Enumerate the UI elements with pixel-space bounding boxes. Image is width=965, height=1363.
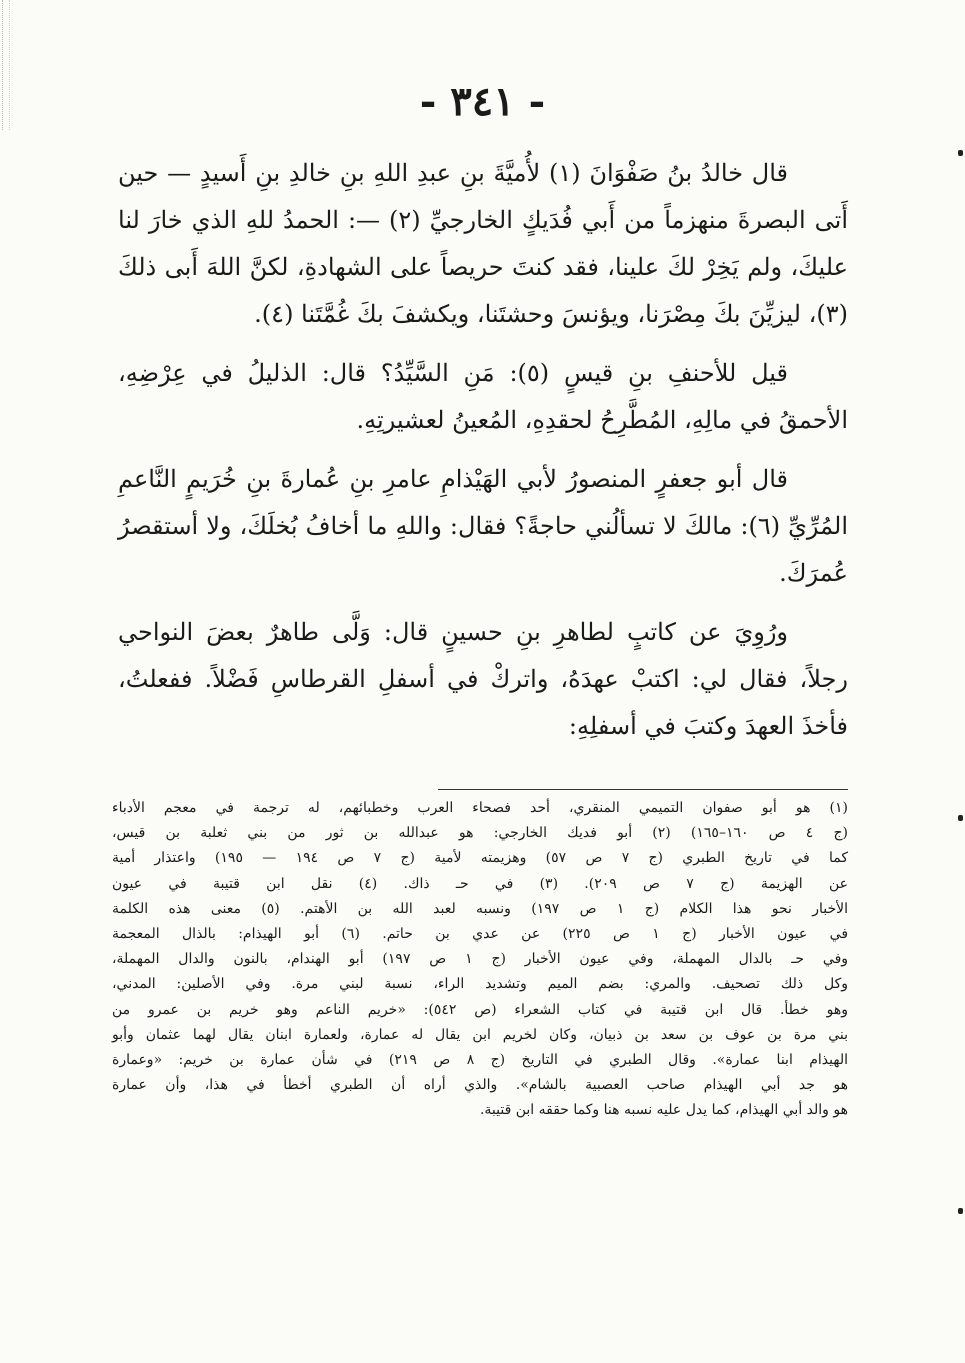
page-edge-mark xyxy=(958,1208,963,1214)
page-number: - ٣٤١ - xyxy=(419,78,546,125)
footnote-line: وهو خطأ. قال ابن قتيبة في كتاب الشعراء (ص ٥٤٢): «خريم الناعم وهو خريم بن عمرو من xyxy=(112,1001,848,1018)
paragraph: قيل للأحنفِ بنِ قيسٍ (٥): مَنِ السَّيِّدُ؟ قال: الذليلُ في عِرْضِهِ، الأحمقُ في مالِهِ، المُطَّرِحُ لحقدِهِ، المُعينُ لعشيرتِهِ. xyxy=(118,359,848,434)
footnote-line: وفي حـ بالدال المهملة، وفي عيون الأخبار (ج ١ ص ١٩٧) أبو الهندام، بالنون والدال المهملة، xyxy=(112,951,849,968)
main-text xyxy=(118,150,848,762)
footnote-line: بني مرة بن عوف بن سعد بن ذبيان، وكان لخريم ابن يقال له عمارة، ولعمارة ابنان يقال لهما عثمان وأبو xyxy=(112,1026,848,1043)
footnote-line: هو والد أبي الهيذام، كما يدل عليه نسبه هنا وكما حققه ابن قتيبة. xyxy=(479,1102,848,1119)
paragraph: قال أبو جعفرٍ المنصورُ لأبي الهَيْذامِ عامرِ بنِ عُمارةَ بنِ خُرَيمٍ النَّاعمِ المُرِّيِّ (٦): مالكَ لا تسألُني حاجةً؟ فقال: واللهِ ما أخافُ بُخلَكَ، ولا أستقصرُ عُمرَكَ. xyxy=(118,465,848,587)
paragraph: ورُوِيَ عن كاتبٍ لطاهرِ بنِ حسينٍ قال: وَلَّى طاهرٌ بعضَ النواحي رجلاً، فقال لي: اكتبْ عهدَهُ، واتركْ في أسفلِ القرطاسِ فَضْلاً. ففعلتُ، فأخذَ العهدَ وكتبَ في أسفلِهِ: xyxy=(118,618,848,740)
footnote-line: الأخبار نحو هذا الكلام (ج ١ ص ١٩٧) ونسبه لعبد الله بن الأهتم. (٥) معنى هذه الكلمة xyxy=(112,900,848,917)
footnote-line: (ج ٤ ص ١٦٠–١٦٥) (٢) أبو فديك الخارجي: هو عبدالله بن ثور من بني ثعلبة بن قيس، xyxy=(112,825,849,842)
footnote-separator xyxy=(438,789,848,790)
footnote-line: هو جد أبي الهيذام صاحب العصبية بالشام». والذي أراه أن الطبري أخطأ في هذا، وأن عمارة xyxy=(112,1077,848,1094)
footnotes xyxy=(112,796,848,1123)
footnote-line: (١) هو أبو صفوان التميمي المنقري، أحد فصحاء العرب وخطبائهم، له ترجمة في معجم الأدباء xyxy=(112,800,848,816)
footnote-line: عن الهزيمة (ج ٧ ص ٢٠٩). (٣) في حـ ذاك. (٤) نقل ابن قتيبة في عيون xyxy=(112,875,848,892)
paragraph: قال خالدُ بنُ صَفْوَانَ (١) لأُميَّةَ بنِ عبدِ اللهِ بنِ خالدِ بنِ أَسيدٍ — حين أَتى البصرةَ منهزماً من أَبي فُدَيكٍ الخارجيِّ (٢) —: الحمدُ للهِ الذي خارَ لنا عليكَ، ولم يَخِرْ لكَ علينا، فقد كنتَ حريصاً على الشهادةِ، لكنَّ اللهَ أَبى ذلكَ (٣)، ليزيِّنَ بكَ مِصْرَنا، ويؤنسَ وحشتَنا، ويكشفَ بكَ غُمَّتَنا (٤). xyxy=(118,159,848,328)
page-edge-mark xyxy=(958,815,963,821)
footnote-line: في عيون الأخبار (ج ١ ص ٢٢٥) عن عدي بن حاتم. (٦) أبو الهيذام: بالذال المعجمة xyxy=(112,925,849,942)
footnote-line: كما في تاريخ الطبري (ج ٧ ص ٥٧) وهزيمته لأمية (ج ٧ ص ١٩٤ — ١٩٥) واعتذار أمية xyxy=(112,850,848,867)
footnote-line: الهيذام ابنا عمارة». وقال الطبري في التاريخ (ج ٨ ص ٢١٩) في شأن عمارة بن خريم: «وعمارة xyxy=(112,1051,848,1068)
page-edge-mark xyxy=(958,150,963,156)
footnote-line: وكل ذلك تصحيف. والمري: بضم الميم وتشديد الراء، نسبة لبني مرة. وفي الأصلين: المدني، xyxy=(112,976,848,993)
